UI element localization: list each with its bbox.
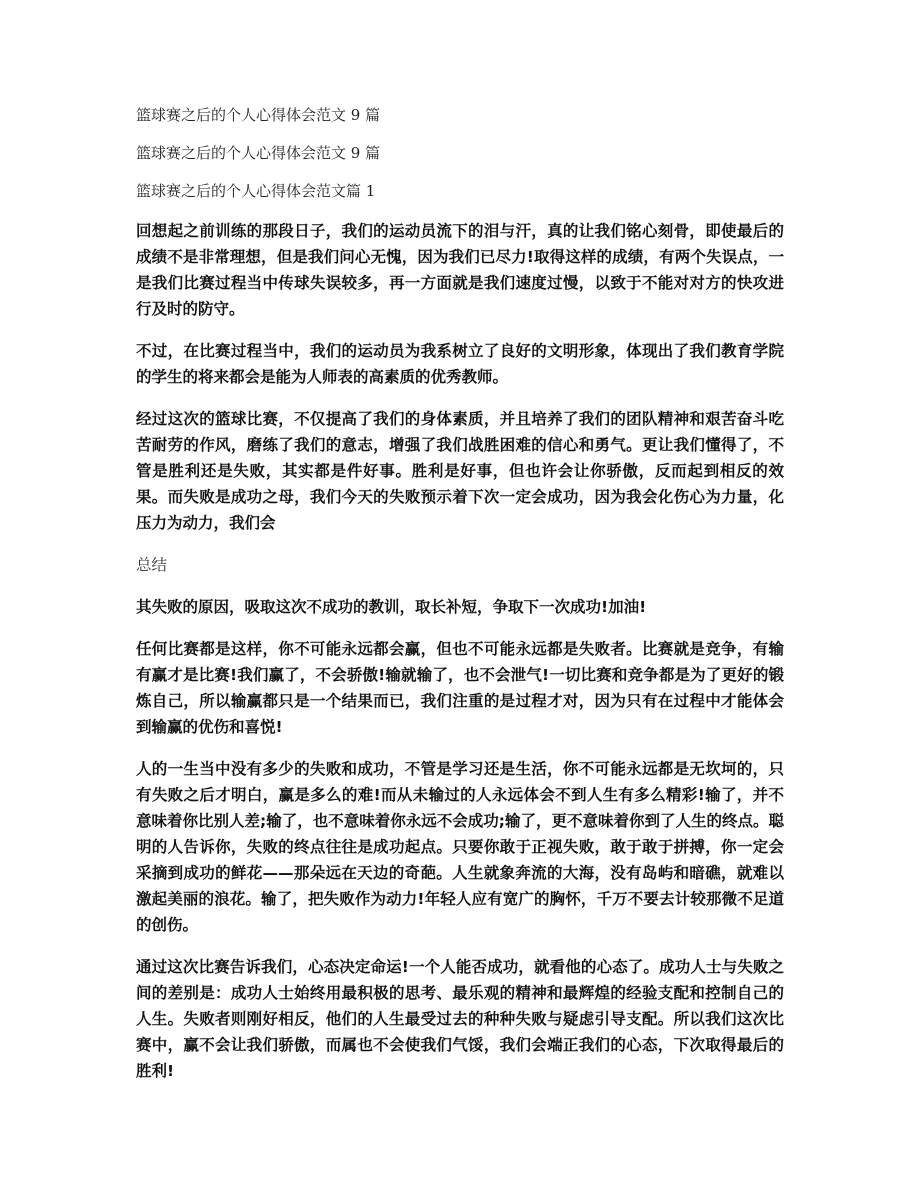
paragraph-7: 通过这次比赛告诉我们，心态决定命运!一个人能否成功，就看他的心态了。成功人士与失败之间的差别是：成功人士始终用最积极的思考、最乐观的精神和最辉煌的经验支配和控制自己的人生。失败者则刚好相反，他们的人生最受过去的种种失败与疑虑引导支配。所以我们这次比赛中，赢不会让我们骄傲，而属也不会使我们气馁，我们会端正我们的心态，下次取得最后的胜利! <box>136 958 784 1080</box>
document-title-2: 篮球赛之后的个人心得体会范文 9 篇 <box>136 144 381 162</box>
summary-heading: 总结 <box>136 556 168 574</box>
paragraph-5: 任何比赛都是这样，你不可能永远都会赢，但也不可能永远都是失败者。比赛就是竞争，有输有赢才是比赛!我们赢了，不会骄傲!输就输了，也不会泄气!一切比赛和竞争都是为了更好的锻炼自己，所以输赢都只是一个结果而已，我们注重的是过程才对，因为只有在过程中才能体会到输赢的优伤和喜悦! <box>136 640 784 736</box>
paragraph-1: 回想起之前训练的那段日子，我们的运动员流下的泪与汗，真的让我们铭心刻骨，即使最后的成绩不是非常理想，但是我们问心无愧，因为我们已尽力!取得这样的成绩，有两个失误点，一是我们比赛过程当中传球失误较多，再一方面就是我们速度过慢，以致于不能对对方的快攻进行及时的防守。 <box>136 222 784 318</box>
paragraph-2: 不过，在比赛过程当中，我们的运动员为我系树立了良好的文明形象，体现出了我们教育学院的学生的将来都会是能为人师表的高素质的优秀教师。 <box>136 342 784 386</box>
paragraph-3: 经过这次的篮球比赛，不仅提高了我们的身体素质，并且培养了我们的团队精神和艰苦奋斗吃苦耐劳的作风，磨练了我们的意志，增强了我们战胜困难的信心和勇气。更让我们懂得了，不管是胜利还是失败，其实都是件好事。胜利是好事，但也许会让你骄傲，反而起到相反的效果。而失败是成功之母，我们今天的失败预示着下次一定会成功，因为我会化伤心为力量，化压力为动力，我们会 <box>136 410 784 532</box>
paragraph-4: 其失败的原因，吸取这次不成功的教训，取长补短，争取下一次成功!加油! <box>136 598 647 616</box>
document-page <box>136 104 784 1100</box>
paragraph-6: 人的一生当中没有多少的失败和成功，不管是学习还是生活，你不可能永远都是无坎坷的，只有失败之后才明白，赢是多么的难!而从未输过的人永远体会不到人生有多么精彩!输了，并不意味着你比别人差;输了，也不意味着你永远不会成功;输了，更不意味着你到了人生的终点。聪明的人告诉你，失败的终点往往是成功起点。只要你敢于正视失败，敢于敢于拼搏，你一定会采摘到成功的鲜花——那朵远在天边的奇葩。人生就象奔流的大海，没有岛屿和暗礁，就难以激起美丽的浪花。输了，把失败作为动力!年轻人应有宽广的胸怀，千万不要去计较那微不足道的创伤。 <box>136 760 784 934</box>
document-title-1: 篮球赛之后的个人心得体会范文 9 篇 <box>136 106 381 124</box>
section-title: 篮球赛之后的个人心得体会范文篇 1 <box>136 182 376 200</box>
